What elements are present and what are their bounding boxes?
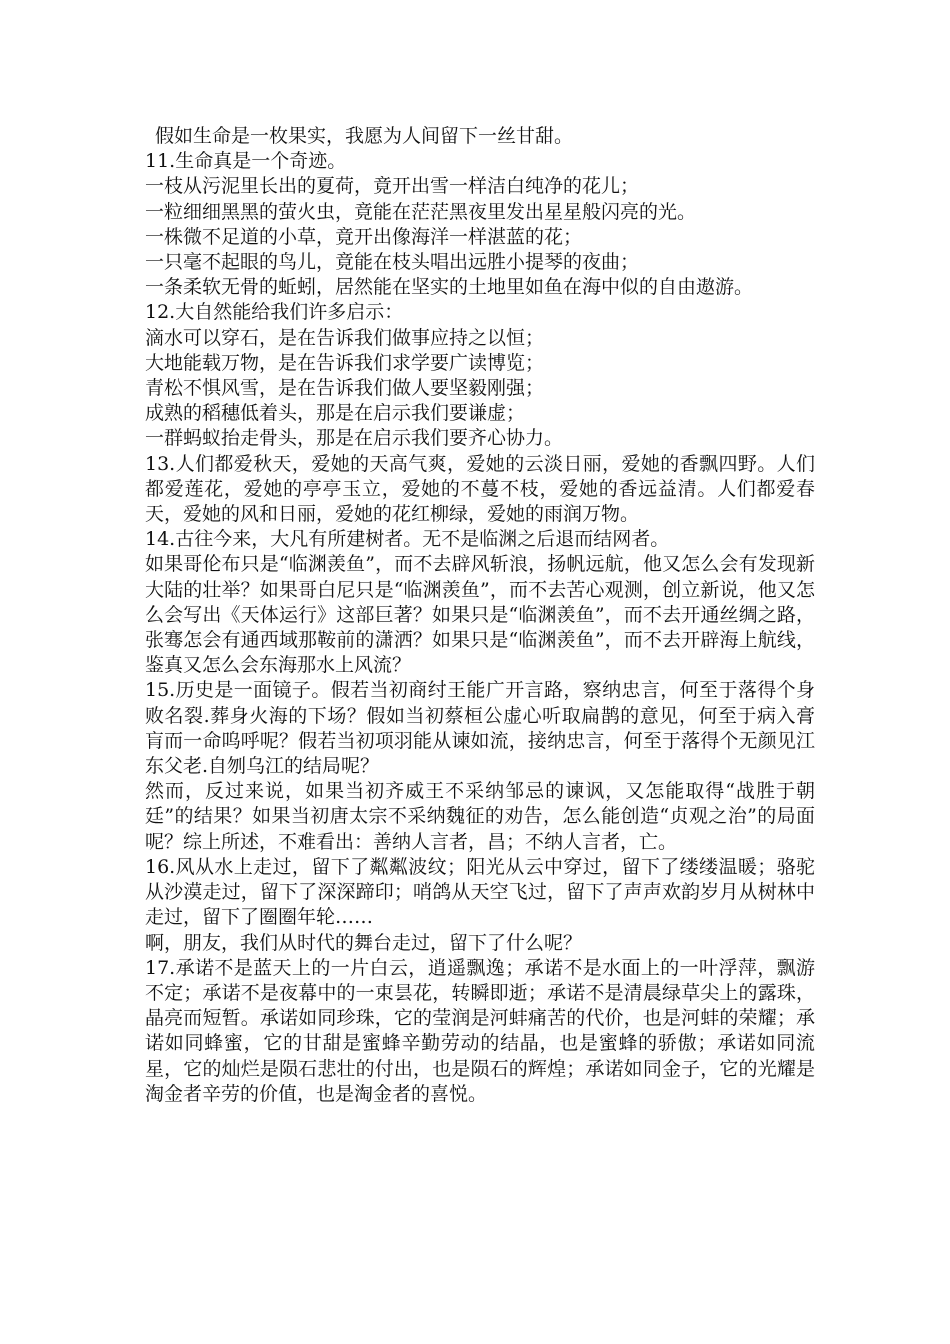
paragraph-11-line-5: 一条柔软无骨的蚯蚓，居然能在坚实的土地里如鱼在海中似的自由遨游。 [145,276,754,299]
paragraph-16: 16.风从水上走过，留下了粼粼波纹；阳光从云中穿过，留下了缕缕温暖；骆驼从沙漠走过，留下了深深蹄印；哨鸽从天空飞过，留下了声声欢韵岁月从树林中走过，留下了圈圈年轮…… [145,855,815,929]
paragraph-12-heading: 12.大自然能给我们许多启示： [145,301,404,324]
paragraph-15: 15.历史是一面镜子。假若当初商纣王能广开言路，察纳忠言，何至于落得个身败名裂.葬身火海的下场？假如当初蔡桓公虚心听取扁鹊的意见，何至于病入膏肓而一命呜呼呢？假若当初项羽能从谏如流，接纳忠言，何至于落得个无颜见江东父老.自刎乌江的结局呢？ [145,679,815,778]
paragraph-12-line-4: 成熟的稻穗低着头，那是在启示我们要谦虚； [145,402,526,425]
paragraph-12-line-1: 滴水可以穿石，是在告诉我们做事应持之以恒； [145,326,545,349]
paragraph-11-line-4: 一只毫不起眼的鸟儿，竟能在枝头唱出远胜小提琴的夜曲； [145,251,640,274]
paragraph-12-line-5: 一群蚂蚁抬走骨头，那是在启示我们要齐心协力。 [145,427,564,450]
paragraph-12-line-3: 青松不惧风雪，是在告诉我们做人要坚毅刚强； [145,377,545,400]
paragraph-14-heading: 14.古往今来，大凡有所建树者。无不是临渊之后退而结网者。 [145,528,670,551]
paragraph-15-continued: 然而，反过来说，如果当初齐威王不采纳邹忌的谏讽，又怎能取得“战胜于朝廷”的结果？如果当初唐太宗不采纳魏征的劝告，怎么能创造“贞观之治”的局面呢？综上所述，不难看出：善纳人言者，昌；不纳人言者，亡。 [145,780,815,853]
paragraph-13: 13.人们都爱秋天，爱她的天高气爽，爱她的云淡日丽，爱她的香飘四野。人们都爱莲花，爱她的亭亭玉立，爱她的不蔓不枝，爱她的香远益清。人们都爱春天，爱她的风和日丽，爱她的花红柳绿，爱她的雨润万物。 [145,452,815,526]
paragraph-11-line-3: 一株微不足道的小草，竟开出像海洋一样湛蓝的花； [145,225,583,248]
paragraph-14-body: 如果哥伦布只是“临渊羡鱼”，而不去辟风斩浪，扬帆远航，他又怎么会有发现新大陆的壮举？如果哥白尼只是“临渊羡鱼”，而不去苦心观测，创立新说，他又怎么会写出《天体运行》这部巨著？如果只是“临渊羡鱼”，而不去开通丝绸之路，张骞怎会有通西域那鞍前的潇洒？如果只是“临渊羡鱼”，而不去开辟海上航线，鉴真又怎么会东海那水上风流？ [145,553,815,677]
paragraph-12-line-2: 大地能载万物，是在告诉我们求学要广读博览； [145,351,545,374]
paragraph-11-line-2: 一粒细细黑黑的萤火虫，竟能在茫茫黑夜里发出星星般闪亮的光。 [145,200,697,223]
paragraph-11-line-1: 一枝从污泥里长出的夏荷，竟开出雪一样洁白纯净的花儿； [145,175,640,198]
document-body [145,124,815,1107]
paragraph-17: 17.承诺不是蓝天上的一片白云，逍遥飘逸；承诺不是水面上的一叶浮萍，飘游不定；承诺不是夜幕中的一束昙花，转瞬即逝；承诺不是清晨绿草尖上的露珠，晶亮而短暂。承诺如同珍珠，它的莹润是河蚌痛苦的代价，也是河蚌的荣耀；承诺如同蜂蜜，它的甘甜是蜜蜂辛勤劳动的结晶，也是蜜蜂的骄傲；承诺如同流星，它的灿烂是陨石悲壮的付出，也是陨石的辉煌；承诺如同金子，它的光耀是淘金者辛劳的价值，也是淘金者的喜悦。 [145,956,815,1105]
paragraph-11-heading: 11.生命真是一个奇迹。 [145,150,347,173]
paragraph-fruit: 假如生命是一枚果实，我愿为人间留下一丝甘甜。 [155,125,574,147]
paragraph-16-continued: 啊，朋友，我们从时代的舞台走过，留下了什么呢？ [145,931,583,954]
